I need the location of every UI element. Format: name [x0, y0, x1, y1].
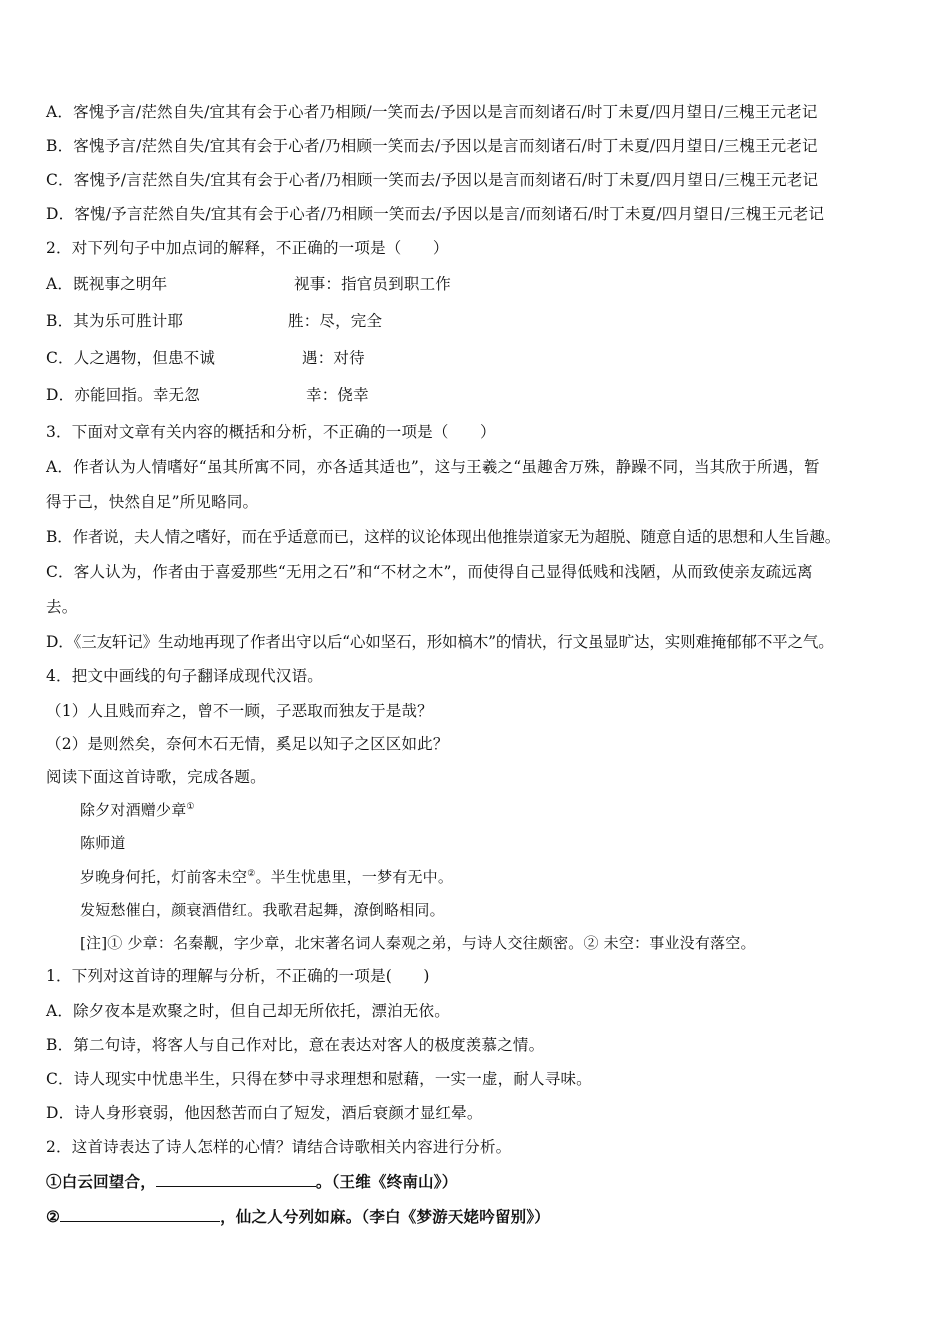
q3-option-d: D．《三友轩记》生动地再现了作者出守以后“心如坚石，形如槁木”的情状，行文虽显旷达，实则难掩郁郁不平之气。 [46, 633, 834, 651]
q2-option-d [46, 385, 369, 405]
fill-blank-2-after: ，仙之人兮列如麻。（李白《梦游天姥吟留别》） [220, 1207, 551, 1226]
q3-stem: 3．下面对文章有关内容的概括和分析，不正确的一项是（ ） [46, 423, 496, 441]
poem-line-1-part-a: 岁晚身何托，灯前客未空 [80, 868, 248, 886]
q2-option-b-sentence: B．其为乐可胜计耶 [46, 312, 184, 330]
poem-author: 陈师道 [80, 834, 126, 852]
poem-line-1-note-mark: ② [247, 869, 256, 879]
pq1-option-c: C．诗人现实中忧患半生，只得在梦中寻求理想和慰藉，一实一虚，耐人寻味。 [46, 1070, 592, 1088]
poem-notes: [注]① 少章：名秦觏，字少章，北宋著名词人秦观之弟，与诗人交往颇密。② 未空：事业没有落空。 [80, 934, 756, 952]
poem-intro: 阅读下面这首诗歌，完成各题。 [46, 768, 266, 786]
q2-option-c-sentence: C．人之遇物，但患不诚 [46, 349, 216, 367]
q3-option-a-line1: A．作者认为人情嗜好“虽其所寓不同，亦各适其适也”，这与王羲之“虽趣舍万殊，静躁不同，当其欣于所遇，暂 [46, 458, 820, 476]
q2-option-c-gloss: 遇：对待 [302, 349, 365, 367]
q3-option-b: B．作者说，夫人情之嗜好，而在乎适意而已，这样的议论体现出他推崇道家无为超脱、随意自适的思想和人生旨趣。 [46, 528, 841, 546]
q2-option-d-gloss: 幸：侥幸 [306, 386, 369, 404]
q4-stem: 4．把文中画线的句子翻译成现代汉语。 [46, 667, 323, 685]
q2-option-b [46, 311, 382, 331]
fill-blank-1-after: 。（王维《终南山》） [315, 1172, 458, 1191]
q2-option-d-sentence: D．亦能回指。幸无忽 [46, 386, 200, 404]
poem-title [80, 800, 195, 820]
fill-blank-2 [46, 1207, 550, 1227]
answer-blank-2[interactable] [60, 1207, 220, 1222]
q3-option-a-line2: 得于己，快然自足”所见略同。 [46, 493, 259, 511]
pq1-stem: 1．下列对这首诗的理解与分析，不正确的一项是( ) [46, 967, 430, 985]
q2-option-a-gloss: 视事：指官员到职工作 [294, 275, 452, 293]
poem-title-text: 除夕对酒赠少章 [80, 801, 187, 819]
poem-line-2: 发短愁催白，颜衰酒借红。我歌君起舞，潦倒略相同。 [80, 901, 445, 919]
q1-option-c: C．客愧予/言茫然自失/宜其有会于心者/乃相顾一笑而去/予因以是言而刻诸石/时丁未夏/四月望日/三槐王元老记 [46, 171, 819, 189]
fill-blank-2-before: ② [46, 1207, 61, 1226]
q2-option-c [46, 348, 365, 368]
pq1-option-d: D．诗人身形衰弱，他因愁苦而白了短发，酒后衰颜才显红晕。 [46, 1104, 483, 1122]
poem-title-note-mark: ① [186, 802, 195, 812]
q2-option-a [46, 274, 451, 294]
answer-blank-1[interactable] [156, 1172, 316, 1187]
q3-option-c-line2: 去。 [46, 598, 78, 616]
q4-item-2: （2）是则然矣，奈何木石无情，奚足以知子之区区如此？ [46, 735, 449, 753]
fill-blank-1 [46, 1172, 457, 1192]
pq2-stem: 2．这首诗表达了诗人怎样的心情？请结合诗歌相关内容进行分析。 [46, 1138, 512, 1156]
q4-item-1: （1）人且贱而弃之，曾不一顾，子恶取而独友于是哉？ [46, 702, 433, 720]
poem-line-1 [80, 867, 453, 887]
q2-option-a-sentence: A．既视事之明年 [46, 275, 168, 293]
pq1-option-b: B．第二句诗，将客人与自己作对比，意在表达对客人的极度羡慕之情。 [46, 1036, 545, 1054]
pq1-option-a: A．除夕夜本是欢聚之时，但自己却无所依托，漂泊无依。 [46, 1002, 450, 1020]
q1-option-d: D．客愧/予言茫然自失/宜其有会于心者/乃相顾一笑而去/予因以是言/而刻诸石/时丁未夏/四月望日/三槐王元老记 [46, 205, 825, 223]
poem-line-1-part-b: 。半生忧患里，一梦有无中。 [255, 868, 454, 886]
q1-option-a: A．客愧予言/茫然自失/宜其有会于心者乃相顾/一笑而去/予因以是言而刻诸石/时丁未夏/四月望日/三槐王元老记 [46, 103, 818, 121]
q2-stem: 2．对下列句子中加点词的解释，不正确的一项是（ ） [46, 239, 449, 257]
fill-blank-1-before: ①白云回望合， [46, 1172, 156, 1191]
q1-option-b: B．客愧予言/茫然自失/宜其有会于心者/乃相顾一笑而去/予因以是言而刻诸石/时丁未夏/四月望日/三槐王元老记 [46, 137, 818, 155]
q3-option-c-line1: C．客人认为，作者由于喜爱那些“无用之石”和“不材之木”，而使得自己显得低贱和浅陋，从而致使亲友疏远离 [46, 563, 813, 581]
q2-option-b-gloss: 胜：尽，完全 [288, 312, 383, 330]
